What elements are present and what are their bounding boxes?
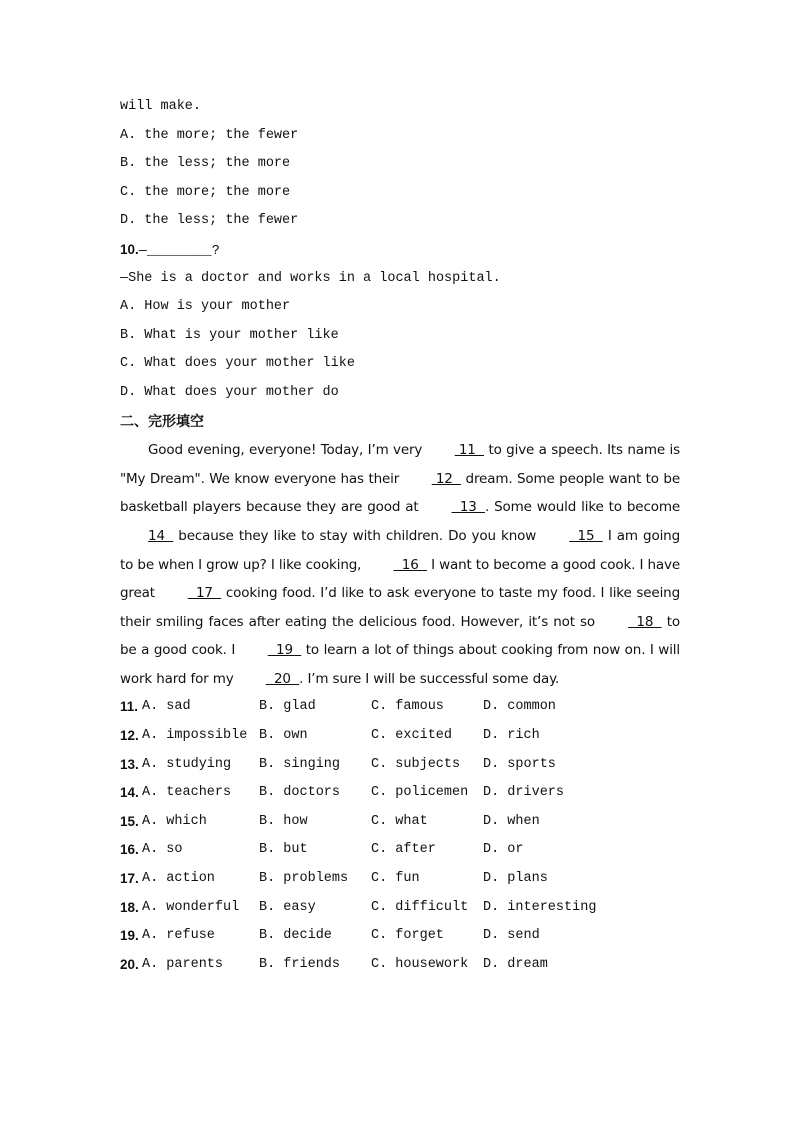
- q9-option-c: C. the more; the more: [120, 184, 291, 200]
- passage-text: . I’m sure I will be successful some day.: [299, 670, 560, 687]
- option-row: [120, 779, 680, 808]
- option-a: A. action: [142, 871, 215, 887]
- option-c: C. subjects: [371, 756, 461, 772]
- option-c: C. housework: [371, 956, 469, 972]
- blank-13: 13: [451, 499, 485, 516]
- option-a: A. parents: [142, 956, 224, 972]
- question-number: 15.: [120, 813, 139, 829]
- q10-answer-line: —She is a doctor and works in a local hospital.: [120, 270, 501, 286]
- passage-text: to learn a lot of things about cooking from now on. I will work hard for my: [120, 642, 680, 687]
- option-d: D. dream: [483, 956, 548, 972]
- option-b: B. own: [259, 728, 308, 744]
- option-b: B. how: [259, 813, 308, 829]
- option-a: A. refuse: [142, 928, 215, 944]
- option-row: [120, 865, 680, 894]
- option-d: D. when: [483, 813, 540, 829]
- option-b: B. glad: [259, 699, 316, 715]
- option-row: [120, 751, 680, 780]
- q9-option-b: B. the less; the more: [120, 156, 291, 172]
- q10-number: 10.: [120, 241, 139, 257]
- question-number: 13.: [120, 756, 139, 772]
- q9-option-a: A. the more; the fewer: [120, 127, 299, 143]
- option-a: A. impossible: [142, 728, 248, 744]
- option-row: [120, 722, 680, 751]
- blank-11: 11: [454, 442, 485, 459]
- option-d: D. common: [483, 699, 556, 715]
- passage-text: . Some would like to become: [484, 499, 680, 516]
- option-d: D. interesting: [483, 899, 597, 915]
- q10-prompt: [120, 236, 680, 265]
- option-a: A. so: [142, 842, 183, 858]
- option-d: D. plans: [483, 871, 548, 887]
- blank-14: 14: [148, 527, 174, 544]
- passage-text: to be a good cook. I: [120, 613, 680, 659]
- option-c: C. difficult: [371, 899, 469, 915]
- option-b: B. doctors: [259, 785, 341, 801]
- blank-18: 18: [628, 613, 662, 630]
- document-page: [120, 93, 680, 979]
- option-a: A. which: [142, 813, 207, 829]
- option-row: [120, 894, 680, 923]
- blank-15: 15: [569, 527, 603, 544]
- blank-16: 16: [393, 556, 427, 573]
- option-a: A. sad: [142, 699, 191, 715]
- q9-tail: will make.: [120, 99, 202, 114]
- question-number: 20.: [120, 956, 139, 972]
- option-c: C. forget: [371, 928, 444, 944]
- cloze-passage: [120, 436, 680, 693]
- option-b: B. easy: [259, 899, 316, 915]
- blank-17: 17: [187, 585, 222, 602]
- option-d: D. or: [483, 842, 524, 858]
- question-number: 12.: [120, 728, 139, 744]
- question-number: 16.: [120, 842, 139, 858]
- option-b: B. decide: [259, 928, 332, 944]
- q10-option-d: D. What does your mother do: [120, 384, 339, 400]
- q10-option-b: B. What is your mother like: [120, 327, 339, 343]
- question-number: 18.: [120, 899, 139, 915]
- q10-prompt-text: —________?: [138, 243, 220, 259]
- option-c: C. policemen: [371, 785, 469, 801]
- option-c: C. excited: [371, 728, 453, 744]
- q10-option-c: C. What does your mother like: [120, 356, 355, 372]
- option-c: C. fun: [371, 871, 420, 887]
- passage-text: to give a speech. Its name is "My Dream". We know everyone has their: [120, 442, 681, 487]
- passage-text: dream. Some people want to be basketball players because they are good at: [120, 470, 680, 516]
- option-c: C. after: [371, 842, 436, 858]
- question-number: 19.: [120, 928, 139, 944]
- option-a: A. studying: [142, 756, 232, 772]
- blank-19: 19: [267, 642, 302, 659]
- option-row: [120, 951, 680, 980]
- option-row: [120, 836, 680, 865]
- passage-text: Good evening, everyone! Today, I’m very: [148, 442, 427, 459]
- option-c: C. famous: [371, 699, 444, 715]
- option-a: A. wonderful: [142, 899, 240, 915]
- blank-20: 20: [265, 670, 300, 687]
- passage-text: cooking food. I’d like to ask everyone to taste my food. I like seeing their smiling faces after eating the delicious food. However, it’s not so: [120, 585, 680, 630]
- question-number: 17.: [120, 871, 139, 887]
- option-row: [120, 922, 680, 951]
- q9-option-d: D. the less; the fewer: [120, 213, 299, 229]
- option-d: D. drivers: [483, 785, 565, 801]
- option-d: D. rich: [483, 728, 540, 744]
- option-a: A. teachers: [142, 785, 232, 801]
- option-b: B. but: [259, 842, 308, 858]
- option-row: [120, 808, 680, 837]
- passage-text: I am going to be when I grow up? I like cooking,: [120, 527, 680, 573]
- question-number: 14.: [120, 785, 139, 801]
- option-row: [120, 693, 680, 722]
- option-d: D. send: [483, 928, 540, 944]
- passage-text: because they like to stay with children. Do you know: [173, 527, 542, 544]
- option-d: D. sports: [483, 756, 556, 772]
- option-b: B. singing: [259, 756, 341, 772]
- cloze-options-list: [120, 693, 680, 979]
- question-number: 11.: [120, 699, 139, 715]
- section-title: 二、完形填空: [120, 413, 204, 430]
- passage-text: I want to become a good cook. I have great: [120, 556, 680, 602]
- option-c: C. what: [371, 813, 428, 829]
- option-b: B. friends: [259, 956, 341, 972]
- blank-12: 12: [431, 470, 461, 487]
- option-b: B. problems: [259, 871, 349, 887]
- q10-option-a: A. How is your mother: [120, 299, 291, 315]
